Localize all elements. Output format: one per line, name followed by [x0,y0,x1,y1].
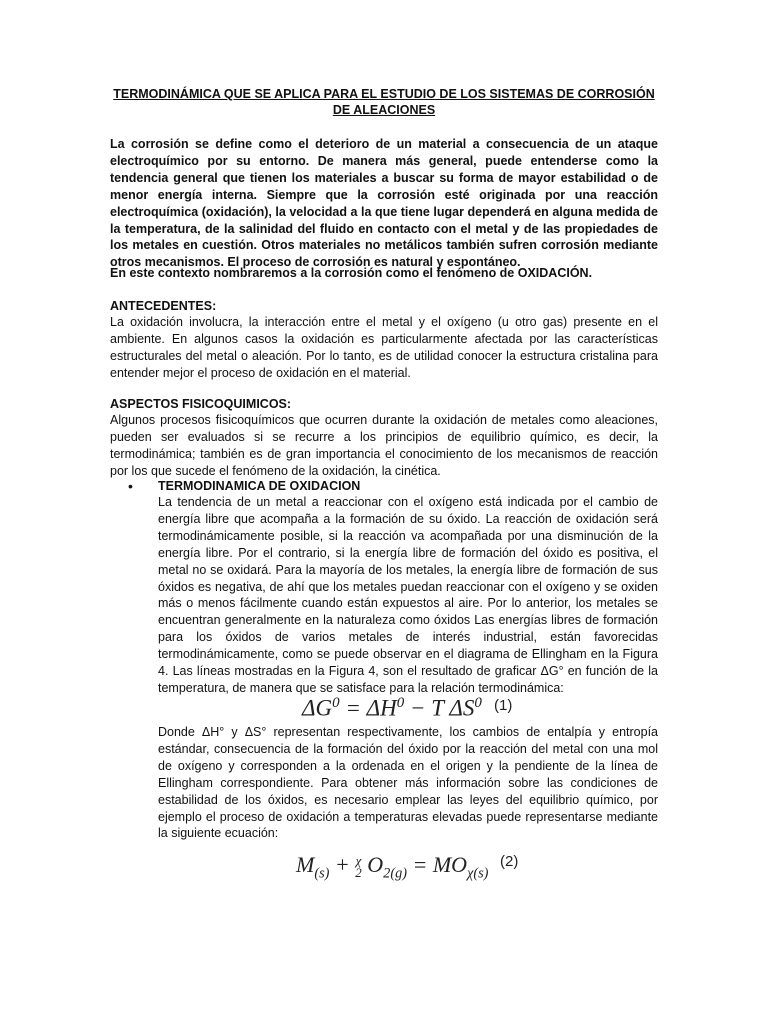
antecedentes-heading: ANTECEDENTES: [110,299,217,313]
antecedentes-paragraph: La oxidación involucra, la interacción entre el metal y el oxígeno (u otro gas) presente en el ambiente. En algunos casos la oxidación es particularmente afectada por las características estructurales del metal o aleación. Por lo tanto, es de utilidad conocer la estructura cristalina para entender mejor el proceso de oxidación en el material. [110,315,658,380]
equation-1-number: (1) [494,697,513,714]
document-title: TERMODINÁMICA QUE SE APLICA PARA EL ESTUDIO DE LOS SISTEMAS DE CORROSIÓN DE ALEACIONES [113,87,655,117]
equation-2: $M_{(s)} + \chi$ 2 $O_{2(g)} = MO_{\chi(s)}$ [296,852,489,882]
intro-last-line: En este contexto nombraremos a la corrosión como el fenómeno de OXIDACIÓN. [110,266,593,280]
bullet-icon: • [128,478,133,494]
equation-2-number: (2) [500,853,519,870]
aspectos-heading: ASPECTOS FISICOQUIMICOS: [110,397,292,411]
termo-paragraph: La tendencia de un metal a reaccionar con el oxígeno está indicada por el cambio de energía libre que acompaña a la formación de su óxido. La reacción de oxidación será termodinámicamente posible, si la reacción va acompañada por una disminución de la energía libre. Por el contrario, si la energía libre de formación del óxido es positiva, el metal no se oxidará. Para la mayoría de los metales, la energía libre de formación de sus óxidos es negativa, de ahí que los metales puedan reaccionar con el oxígeno y se oxiden más o menos fácilmente cuando están expuestos al aire. Por lo anterior, los metales se encuentran generalmente en la naturaleza como óxidos Las energías libres de formación para los óxidos de varios metales de interés industrial, están favorecidas termodinámicamente, como se puede observar en el diagrama de Ellingham en la Figura 4. Las líneas mostradas en la Figura 4, son el resultado de graficar ΔG° en función de la temperatura, de manera que se satisface para la relación termodinámica: [158,495,658,695]
termo-heading: TERMODINAMICA DE OXIDACION [158,479,361,493]
donde-paragraph: Donde ΔH° y ΔS° representan respectivamente, los cambios de entalpía y entropía estándar, consecuencia de la formación del óxido por la reacción del metal con una mol de oxígeno y corresponden a la ordenada en el origen y la pendiente de la línea de Ellingham correspondiente. Para obtener más información sobre las condiciones de estabilidad de los óxidos, es necesario emplear las leyes del equilibrio químico, por ejemplo el proceso de oxidación a temperaturas elevadas puede representarse mediante la siguiente ecuación: [158,725,658,841]
aspectos-paragraph: Algunos procesos fisicoquímicos que ocurren durante la oxidación de metales como aleaciones, pueden ser evaluados si se recurre a los principios de equilibrio químico, es decir, la termodinámica; también es de gran importancia el conocimiento de los mecanismos de reacción por los que sucede el fenómeno de la oxidación, la cinética. [110,413,658,478]
equation-1: $\Delta G^0 = \Delta H^0 - T$ $\Delta S^0$ [302,695,482,721]
intro-paragraph: La corrosión se define como el deterioro de un material a consecuencia de un ataque electroquímico por su entorno. De manera más general, puede entenderse como la tendencia general que tienen los materiales a buscar su forma de mayor estabilidad o de menor energía interna. Siempre que la corrosión esté originada por una reacción electroquímica (oxidación), la velocidad a la que tiene lugar dependerá en alguna medida de la temperatura, de la salinidad del fluido en contacto con el metal y de las propiedades de los metales en cuestión. Otros materiales no metálicos también sufren corrosión mediante otros mecanismos. El proceso de corrosión es natural y espontáneo. [110,137,658,270]
